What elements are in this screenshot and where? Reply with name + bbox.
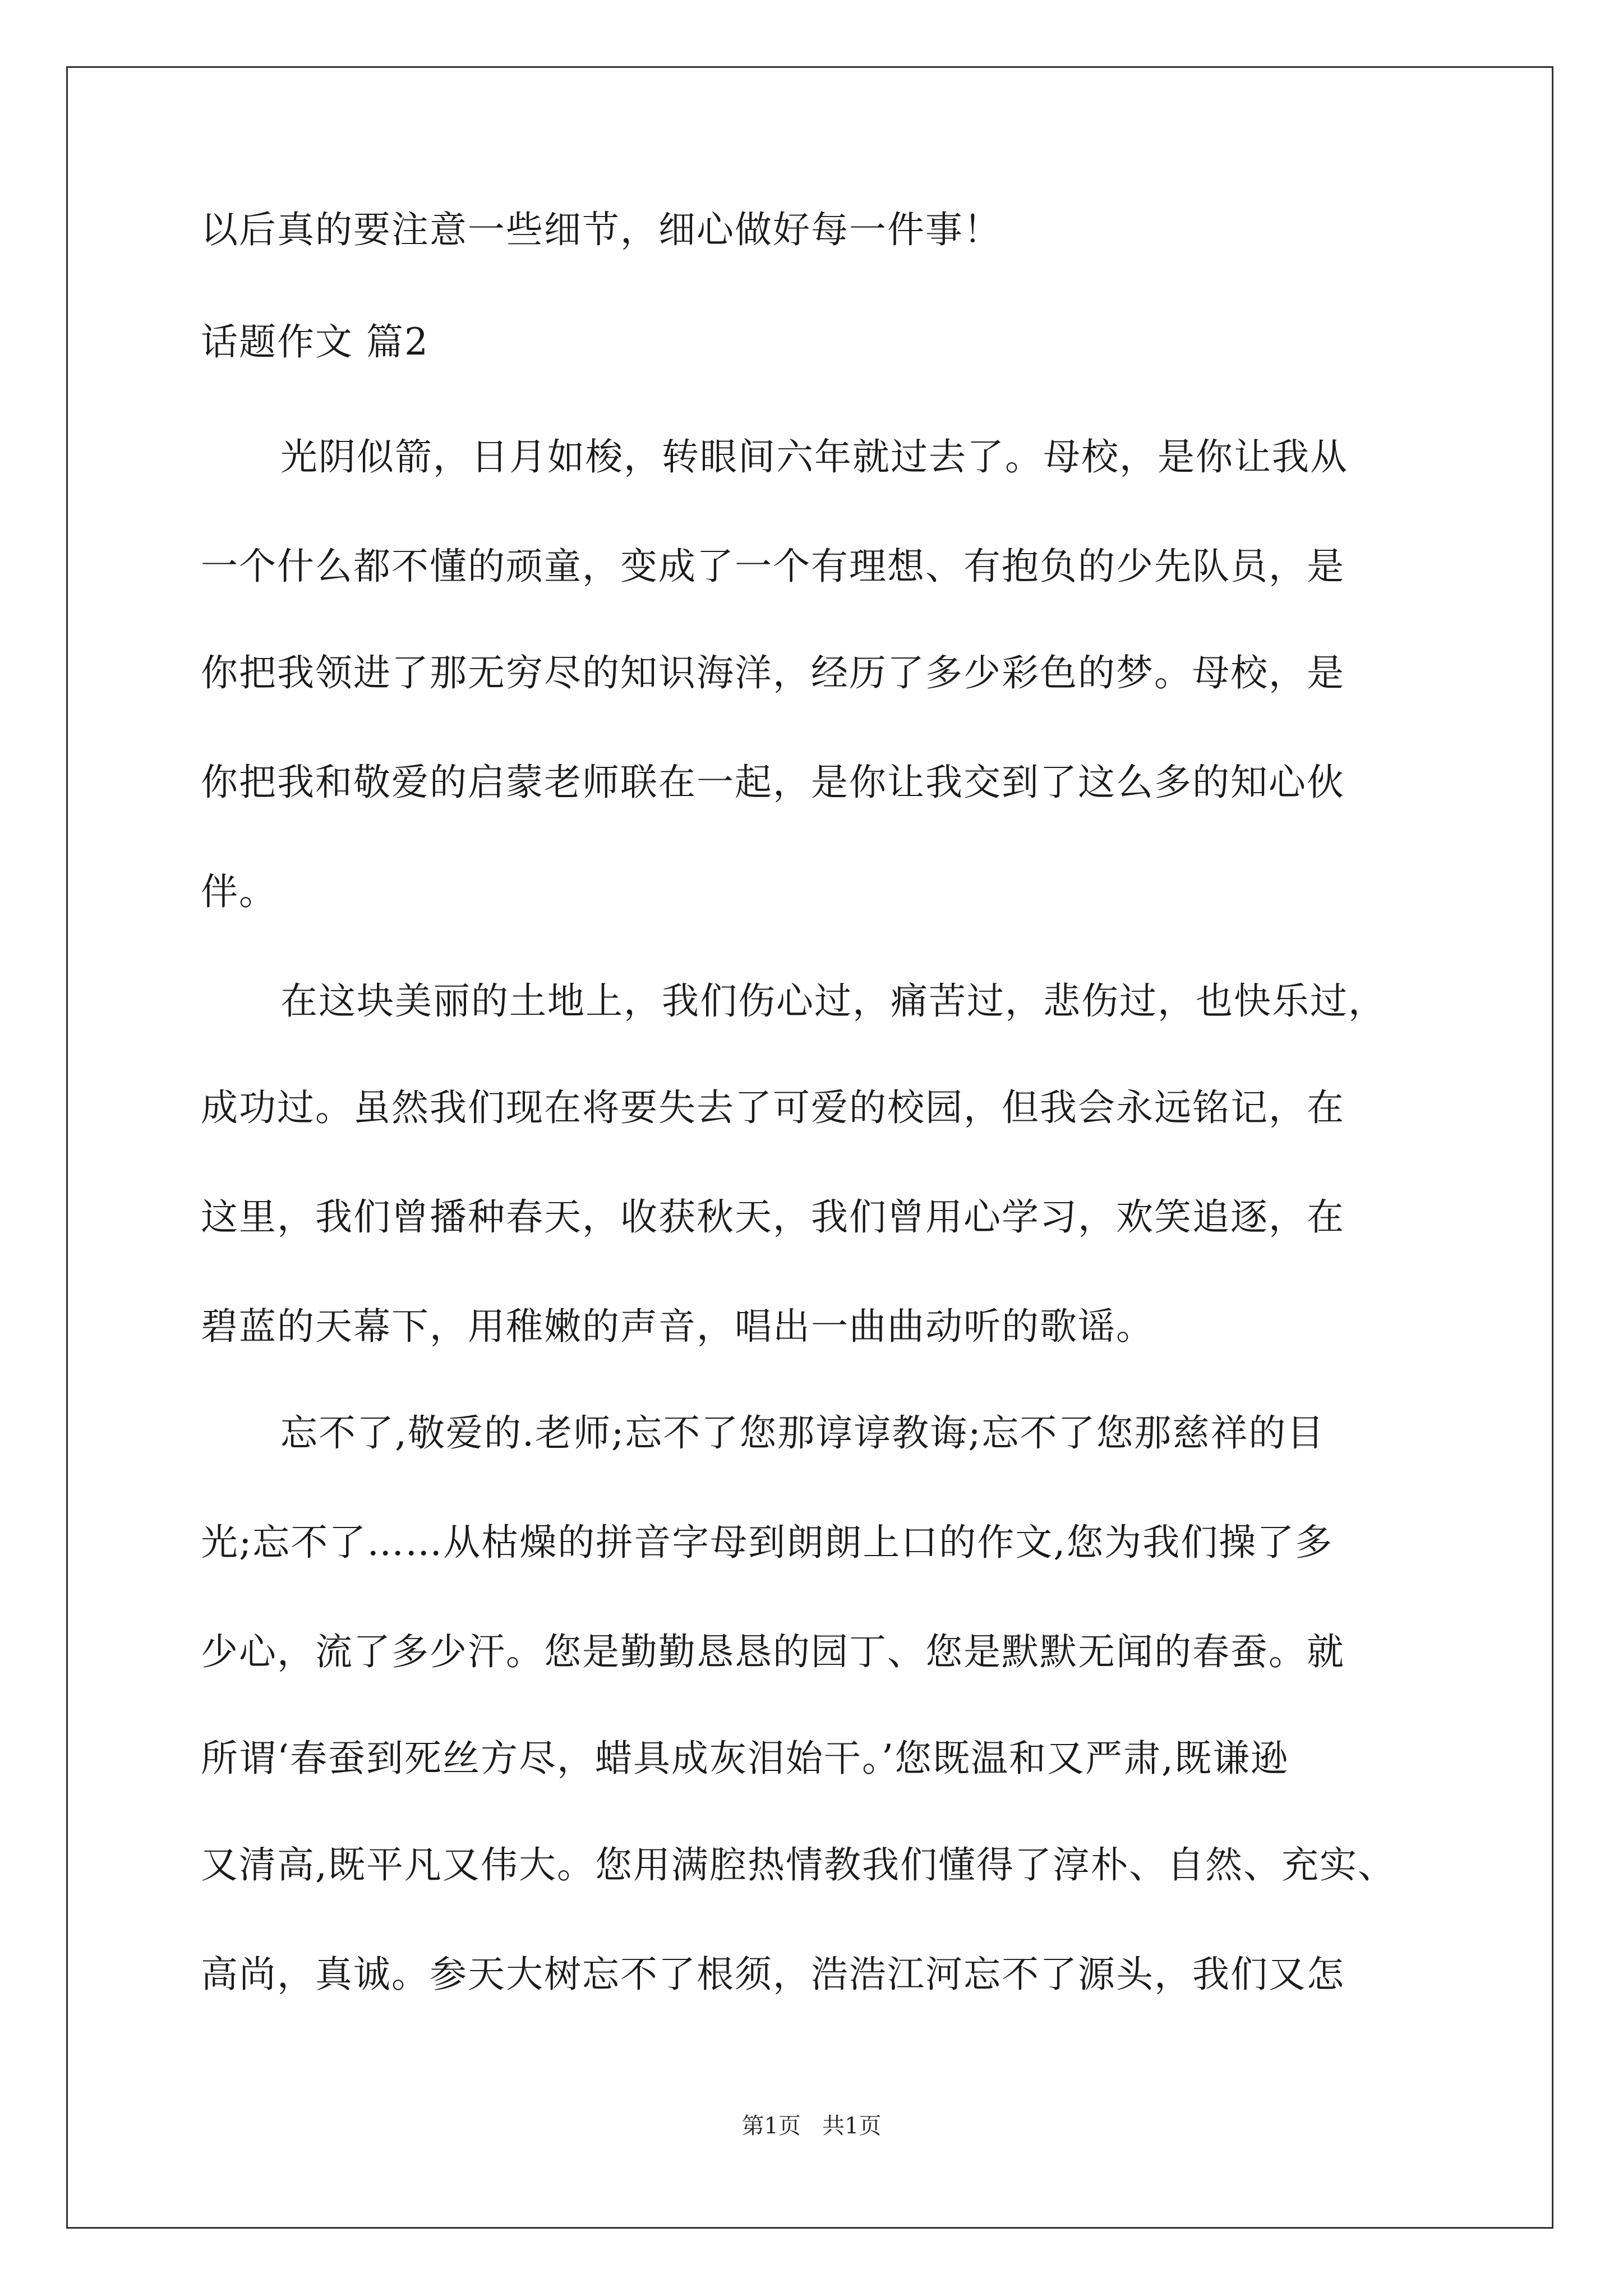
text-line: 所谓‘春蚕到死丝方尽，蜡具成灰泪始干。’您既温和又严肃,既谦逊 (201, 1737, 1289, 1780)
text-line: 成功过。虽然我们现在将要失去了可爱的校园，但我会永远铭记，在 (201, 1086, 1345, 1129)
page-border (66, 66, 1553, 2229)
page-footer: 第1页 共1页 (741, 2113, 882, 2139)
text-line: 你把我领进了那无穷尽的知识海洋，经历了多少彩色的梦。母校，是 (201, 651, 1345, 694)
text-line: 少心，流了多少汗。您是勤勤恳恳的园丁、您是默默无闻的春蚕。就 (201, 1630, 1345, 1673)
text-line: 忘不了,敬爱的.老师;忘不了您那谆谆教诲;忘不了您那慈祥的目 (280, 1411, 1325, 1455)
text-line: 碧蓝的天幕下，用稚嫩的声音，唱出一曲曲动听的歌谣。 (201, 1305, 1154, 1348)
section-heading: 话题作文 篇2 (201, 320, 429, 364)
text-line: 又清高,既平凡又伟大。您用满腔热情教我们懂得了淳朴、自然、充实、 (201, 1843, 1396, 1887)
text-line: 光阴似箭，日月如梭，转眼间六年就过去了。母校，是你让我从 (280, 435, 1348, 478)
text-line: 伴。 (201, 870, 277, 913)
text-line: 高尚，真诚。参天大树忘不了根须，浩浩江河忘不了源头，我们又怎 (201, 1953, 1345, 1996)
text-line: 一个什么都不懂的顽童，变成了一个有理想、有抱负的少先队员，是 (201, 545, 1345, 588)
text-line: 你把我和敬爱的启蒙老师联在一起，是你让我交到了这么多的知心伙 (201, 761, 1345, 804)
text-line: 以后真的要注意一些细节，细心做好每一件事！ (201, 208, 1002, 251)
text-line: 光;忘不了……从枯燥的拼音字母到朗朗上口的作文,您为我们操了多 (201, 1521, 1334, 1564)
text-line: 这里，我们曾播种春天，收获秋天，我们曾用心学习，欢笑追逐，在 (201, 1195, 1345, 1239)
text-line: 在这块美丽的土地上，我们伤心过，痛苦过，悲伤过，也快乐过， (280, 979, 1386, 1023)
